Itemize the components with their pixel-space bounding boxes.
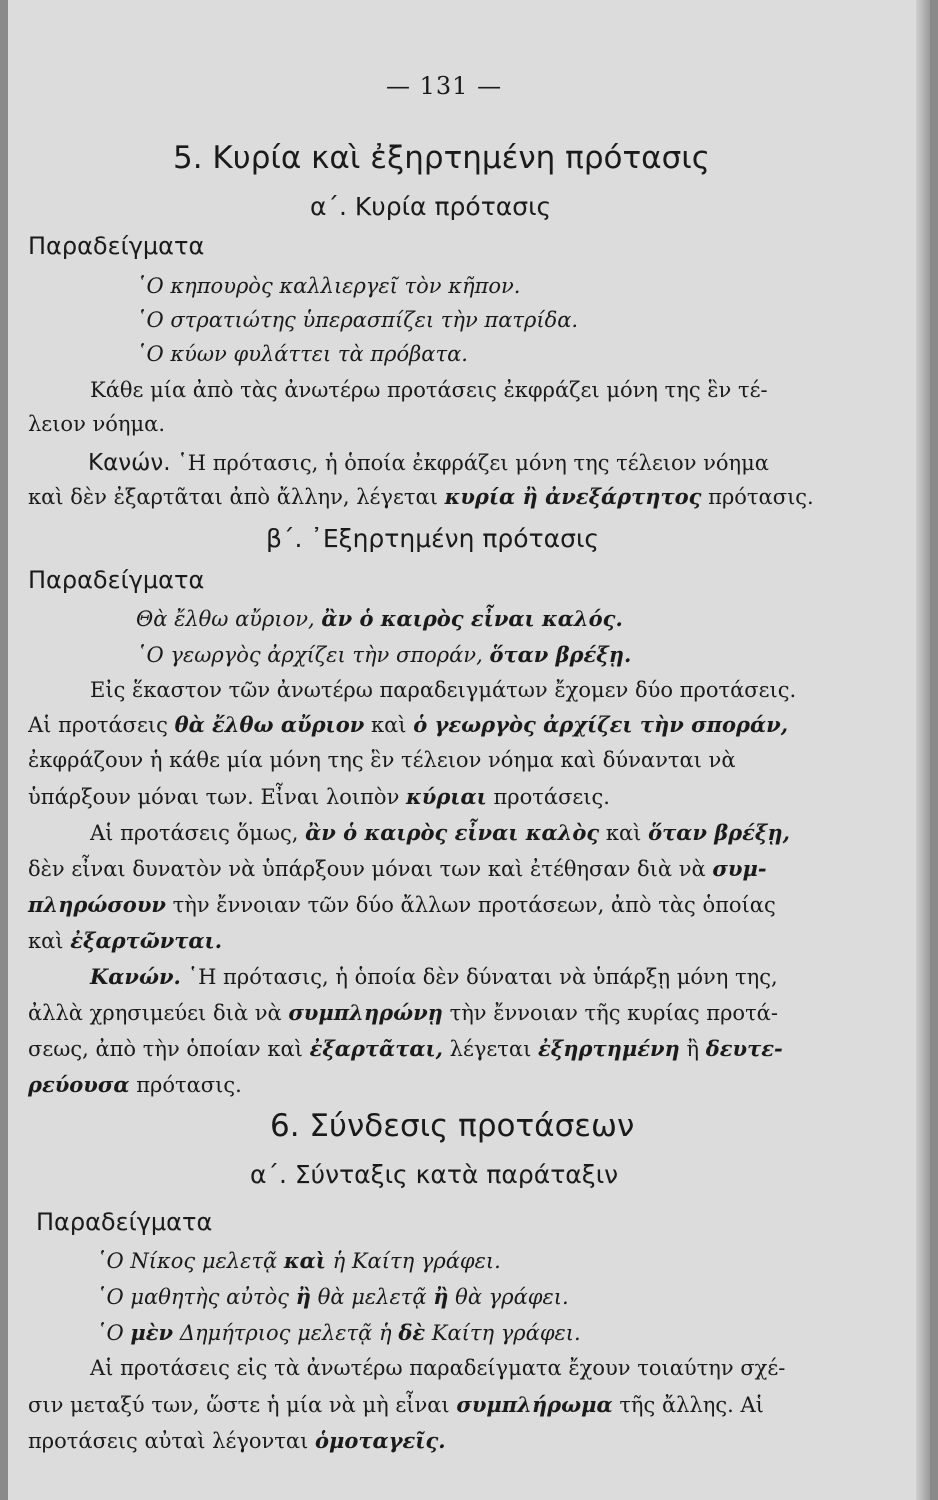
rule-text: ἀλλὰ χρησιμεύει διὰ νὰ	[28, 1001, 282, 1025]
paragraph-text: καὶ	[370, 713, 407, 737]
examples-label: Παραδείγματα	[36, 1208, 213, 1236]
section-5-title: 5. Κυρία καὶ ἐξηρτημένη πρότασις	[173, 140, 710, 176]
book-page	[8, 0, 930, 1500]
paragraph-text: δὲν εἶναι δυνατὸν νὰ ὑπάρξουν μόναι των καὶ ἐτέθησαν διὰ νὰ	[28, 857, 706, 881]
paragraph-text: τὴν ἔννοιαν τῶν δύο ἄλλων προτάσεων, ἀπὸ τὰς ὁποίας	[172, 893, 776, 917]
rule-text: ῾Η πρότασις, ἡ ὁποία δὲν δύναται νὰ ὑπάρξῃ μόνη της,	[187, 965, 778, 989]
rule-text: σεως, ἀπὸ τὴν ὁποίαν καὶ	[28, 1037, 303, 1061]
example-text: ἡ Καίτη γράφει.	[332, 1249, 501, 1273]
paragraph-line: Κάθε μία ἀπὸ τὰς ἀνωτέρω προτάσεις ἐκφράζει μόνη της ἓν τέ-	[90, 378, 768, 402]
emphasized-term: δευτε-	[705, 1036, 783, 1061]
emphasized-term: συμ-	[712, 856, 767, 881]
subsection-5a-title: α΄. Κυρία πρότασις	[310, 192, 552, 221]
rule-text: πρότασις.	[708, 485, 814, 509]
rule-line	[28, 1036, 783, 1061]
emphasized-term: ἐξαρτῶνται.	[70, 928, 223, 953]
rule-line	[28, 1000, 778, 1025]
example-line	[136, 606, 623, 631]
page-edge-shadow	[916, 0, 930, 1500]
example-line: ῾Ο κύων φυλάττει τὰ πρόβατα.	[136, 342, 468, 366]
paragraph-text: Αἱ προτάσεις	[28, 713, 168, 737]
conjunction: δὲ	[398, 1320, 426, 1345]
rule-line	[28, 1072, 242, 1097]
example-line: ῾Ο στρατιώτης ὑπερασπίζει τὴν πατρίδα.	[136, 308, 579, 332]
example-text: θὰ μελετᾷ	[317, 1285, 427, 1309]
paragraph-text: καὶ	[605, 821, 642, 845]
examples-label: Παραδείγματα	[28, 566, 205, 594]
paragraph-text: προτάσεις.	[493, 785, 610, 809]
example-line: ῾Ο κηπουρὸς καλλιεργεῖ τὸν κῆπον.	[136, 274, 521, 298]
conjunction: καὶ	[283, 1248, 326, 1273]
emphasized-term: ρεύουσα	[28, 1072, 130, 1097]
emphasized-term: ἐξηρτημένη	[538, 1036, 680, 1061]
example-line	[136, 642, 631, 667]
emphasized-clause: ἂν ὁ καιρὸς εἶναι καλὸς	[305, 820, 600, 845]
conjunction: μὲν	[130, 1320, 174, 1345]
conjunction: ἢ	[295, 1284, 312, 1309]
rule-text: πρότασις.	[136, 1073, 242, 1097]
example-text: ῾Ο γεωργὸς ἀρχίζει τὴν σποράν,	[136, 643, 483, 667]
paragraph-line	[28, 1428, 446, 1453]
paragraph-line	[28, 712, 788, 737]
rule-line	[90, 964, 778, 989]
rule-line	[88, 450, 769, 476]
paragraph-line	[28, 856, 767, 881]
paragraph-line	[28, 784, 610, 809]
paragraph-text: τῆς ἄλλης. Αἱ	[619, 1393, 764, 1417]
example-text: ῾Ο	[96, 1321, 124, 1345]
paragraph-text: Αἱ προτάσεις ὅμως,	[90, 821, 299, 845]
emphasized-clause: ὅταν βρέξῃ.	[489, 642, 632, 667]
emphasized-term: κυρία ἢ ἀνεξάρτητος	[444, 484, 702, 509]
example-line	[96, 1320, 581, 1345]
rule-text: λέγεται	[449, 1037, 532, 1061]
rule-heading: Κανών.	[88, 450, 171, 476]
example-text: θὰ γράφει.	[455, 1285, 569, 1309]
example-line	[96, 1248, 501, 1273]
emphasized-term: πληρώσουν	[28, 892, 166, 917]
emphasized-clause: ὅταν βρέξῃ,	[648, 820, 790, 845]
paragraph-line: ἐκφράζουν ἡ κάθε μία μόνη της ἓν τέλειον νόημα καὶ δύνανται νὰ	[28, 748, 736, 772]
rule-text: καὶ δὲν ἐξαρτᾶται ἀπὸ ἄλλην, λέγεται	[28, 485, 438, 509]
example-text: ῾Ο Νίκος μελετᾷ	[96, 1249, 278, 1273]
rule-text: τὴν ἔννοιαν τῆς κυρίας προτά-	[449, 1001, 778, 1025]
paragraph-text: προτάσεις αὐταὶ λέγονται	[28, 1429, 309, 1453]
emphasized-clause: ὁ γεωργὸς ἀρχίζει τὴν σποράν,	[413, 712, 789, 737]
rule-heading: Κανών.	[90, 964, 181, 989]
example-text: Καίτη γράφει.	[431, 1321, 581, 1345]
subsection-5b-title: β΄. ᾿Εξηρτημένη πρότασις	[266, 524, 600, 553]
example-text: Θὰ ἔλθω αὔριον,	[136, 607, 315, 631]
subsection-6a-title: α΄. Σύνταξις κατὰ παράταξιν	[250, 1160, 619, 1189]
emphasized-term: ὁμοταγεῖς.	[315, 1428, 446, 1453]
rule-line	[28, 484, 814, 509]
example-text: Δημήτριος μελετᾷ ἡ	[179, 1321, 392, 1345]
paragraph-line	[90, 820, 790, 845]
paragraph-text: σιν μεταξύ των, ὥστε ἡ μία νὰ μὴ εἶναι	[28, 1393, 450, 1417]
paragraph-line	[28, 892, 776, 917]
section-6-title: 6. Σύνδεσις προτάσεων	[270, 1108, 635, 1144]
example-text: ῾Ο μαθητὴς αὐτὸς	[96, 1285, 290, 1309]
paragraph-line: λειον νόημα.	[28, 412, 166, 436]
paragraph-line	[28, 1392, 764, 1417]
emphasized-term: ἐξαρτᾶται,	[309, 1036, 443, 1061]
examples-label: Παραδείγματα	[28, 232, 205, 260]
rule-text: ἢ	[686, 1037, 700, 1061]
rule-text: ῾Η πρότασις, ἡ ὁποία ἐκφράζει μόνη της τέλειον νόημα	[177, 451, 769, 475]
paragraph-text: ὑπάρξουν μόναι των. Εἶναι λοιπὸν	[28, 785, 400, 809]
emphasized-term: συμπλήρωμα	[456, 1392, 613, 1417]
emphasized-clause: ἂν ὁ καιρὸς εἶναι καλός.	[321, 606, 623, 631]
paragraph-text: καὶ	[28, 929, 64, 953]
conjunction: ἢ	[433, 1284, 449, 1309]
emphasized-clause: θὰ ἔλθω αὔριον	[174, 712, 365, 737]
paragraph-line	[28, 928, 222, 953]
page-number: — 131 —	[386, 72, 503, 100]
emphasized-term: κύριαι	[406, 784, 487, 809]
emphasized-term: συμπληρώνῃ	[288, 1000, 443, 1025]
example-line	[96, 1284, 569, 1309]
paragraph-line: Εἰς ἕκαστον τῶν ἀνωτέρω παραδειγμάτων ἔχομεν δύο προτάσεις.	[90, 678, 797, 702]
paragraph-line: Αἱ προτάσεις εἰς τὰ ἀνωτέρω παραδείγματα ἔχουν τοιαύτην σχέ-	[90, 1356, 786, 1380]
